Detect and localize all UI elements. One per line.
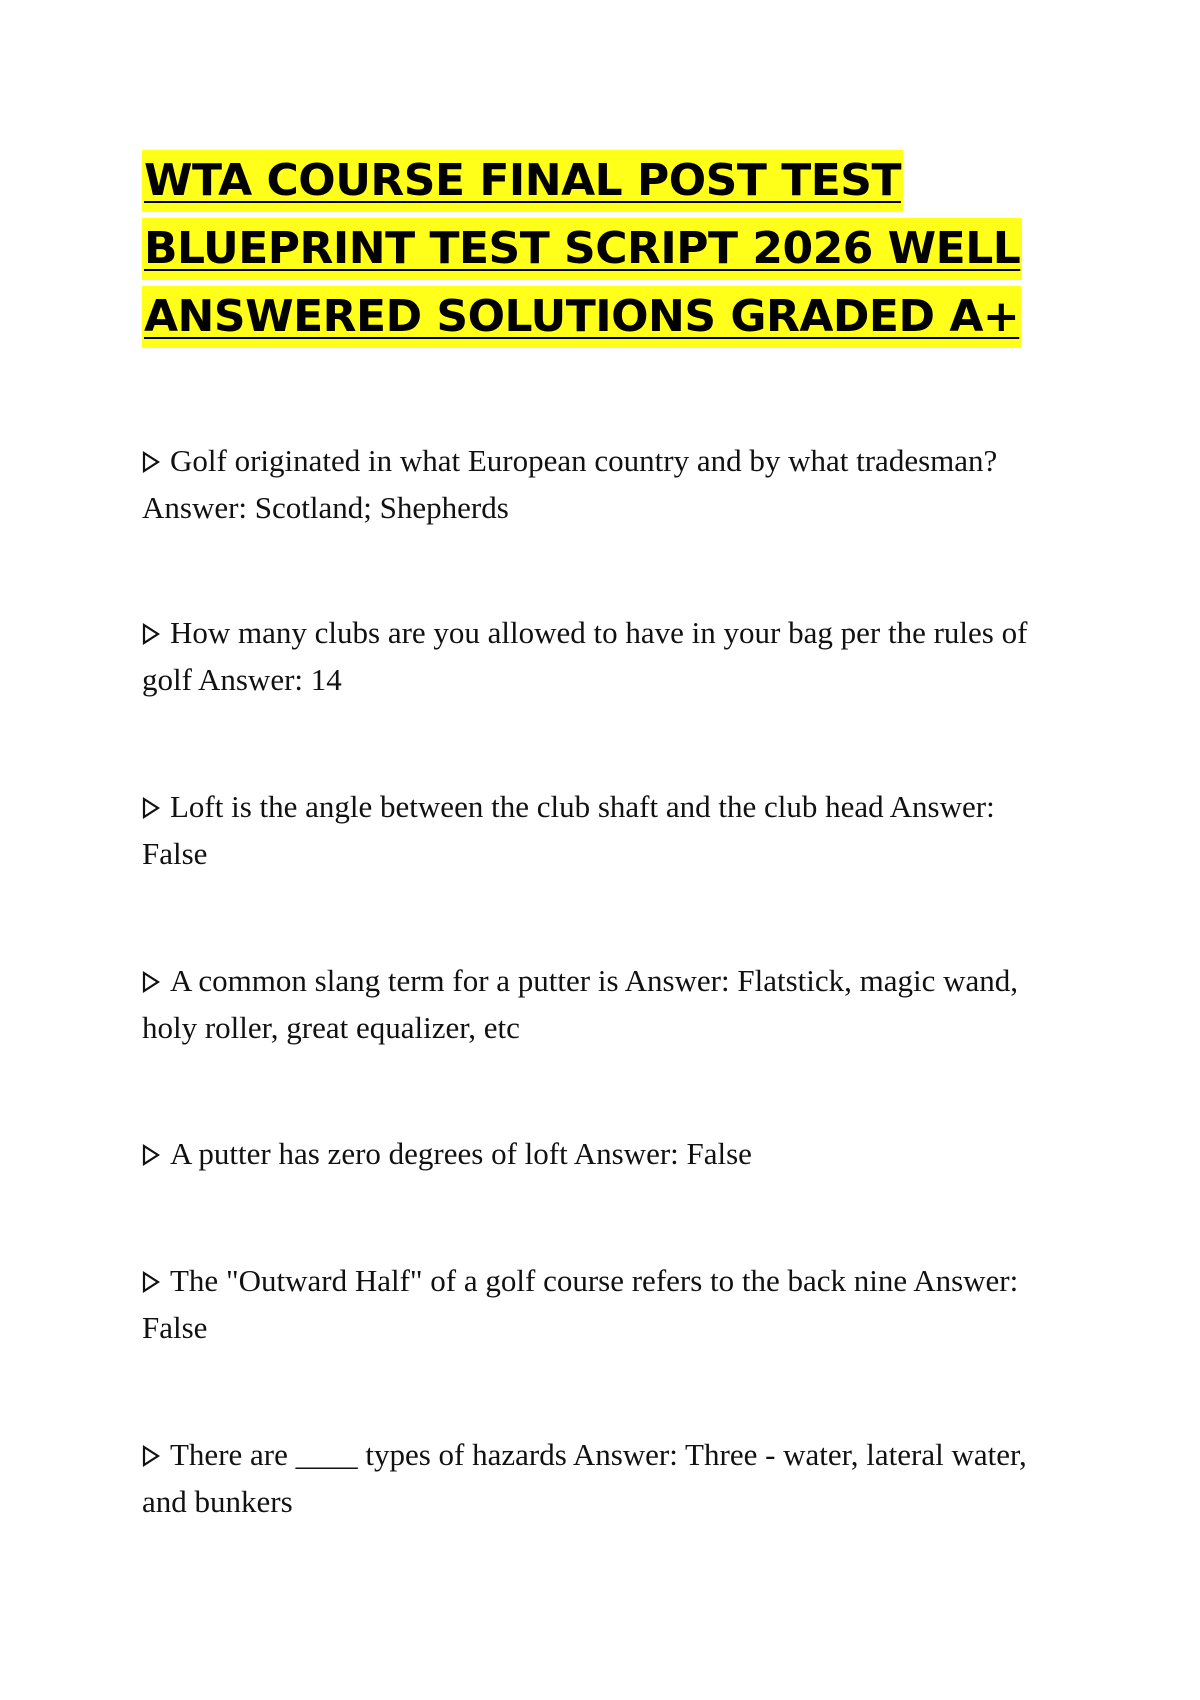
- title-line: WTA COURSE FINAL POST TEST: [142, 150, 903, 212]
- question-item: [142, 1257, 1062, 1351]
- right-triangle-outline-icon: [142, 1144, 160, 1166]
- question-item: [142, 1130, 1062, 1177]
- question-item: [142, 957, 1062, 1051]
- right-triangle-outline-icon: [142, 797, 160, 819]
- title-line: ANSWERED SOLUTIONS GRADED A+: [142, 286, 1021, 348]
- question-text: How many clubs are you allowed to have in your bag per the rules of golf Answer: 14: [142, 615, 1028, 697]
- document-title: [142, 150, 1042, 354]
- question-text: The "Outward Half" of a golf course refers to the back nine Answer: False: [142, 1263, 1019, 1345]
- question-text: Loft is the angle between the club shaft and the club head Answer: False: [142, 789, 995, 871]
- question-text: There are ____ types of hazards Answer: Three - water, lateral water, and bunkers: [142, 1437, 1027, 1519]
- question-text: A common slang term for a putter is Answer: Flatstick, magic wand, holy roller, great equalizer, etc: [142, 963, 1019, 1045]
- question-item: [142, 437, 1062, 531]
- question-item: [142, 1431, 1062, 1525]
- right-triangle-outline-icon: [142, 1445, 160, 1467]
- question-item: [142, 783, 1062, 877]
- title-line: BLUEPRINT TEST SCRIPT 2026 WELL: [142, 218, 1022, 280]
- right-triangle-outline-icon: [142, 451, 160, 473]
- right-triangle-outline-icon: [142, 971, 160, 993]
- question-item: [142, 609, 1062, 703]
- right-triangle-outline-icon: [142, 1271, 160, 1293]
- question-text: A putter has zero degrees of loft Answer: False: [170, 1136, 752, 1171]
- question-text: Golf originated in what European country and by what tradesman? Answer: Scotland; Shepherds: [142, 443, 998, 525]
- right-triangle-outline-icon: [142, 623, 160, 645]
